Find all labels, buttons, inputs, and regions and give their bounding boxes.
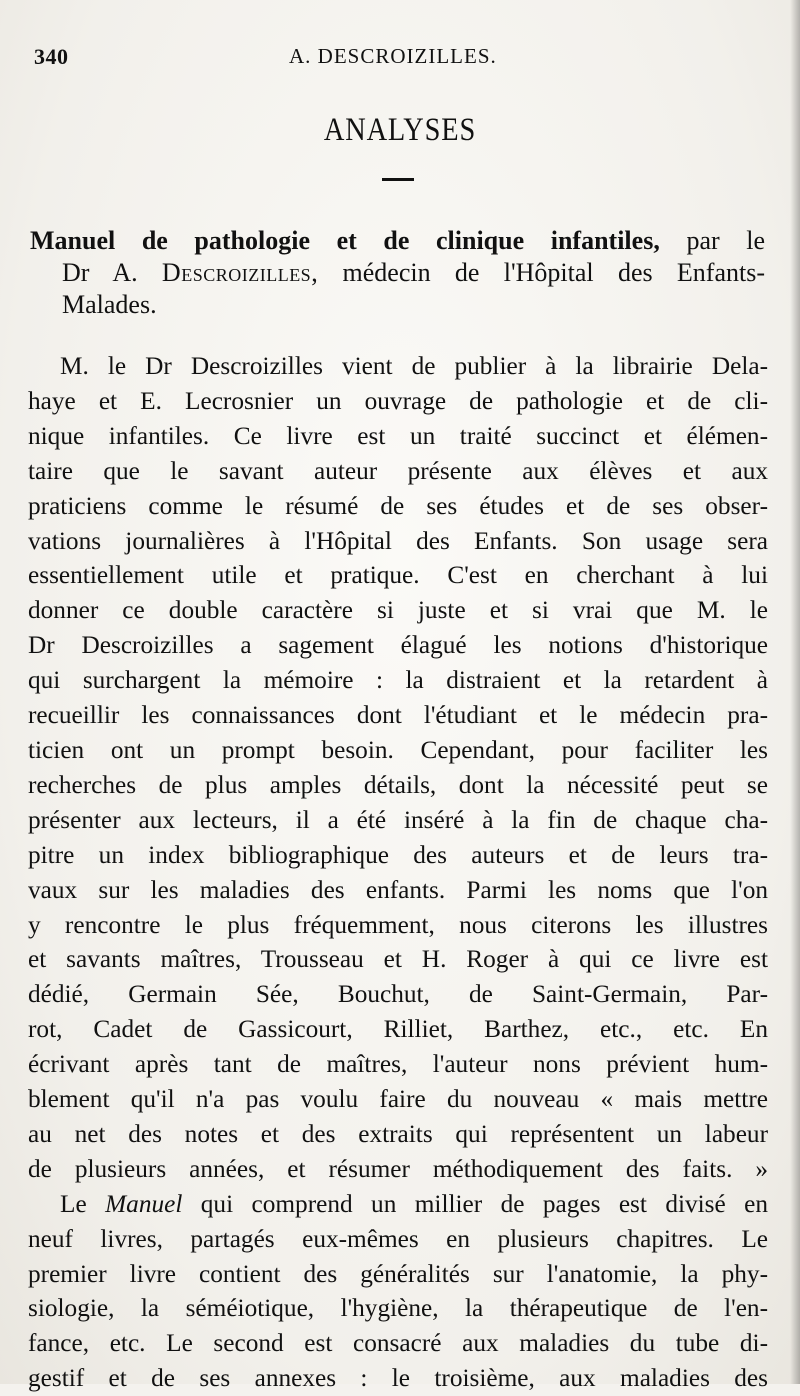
paragraph-1-line: de plusieurs années, et résumer méthodiquement des faits. »	[28, 1154, 768, 1183]
paragraph-1-line: vations journalières à l'Hôpital des Enfants. Son usage sera	[28, 526, 768, 555]
paragraph-1-line: nique infantiles. Ce livre est un traité succinct et élémen-	[28, 421, 768, 450]
paragraph-1-line: donner ce double caractère si juste et si vrai que M. le	[28, 596, 768, 625]
author-role-line-1: médecin de l'Hôpital des Enfants-	[342, 258, 765, 287]
dr-prefix: Dr	[62, 258, 90, 287]
paragraph-1-line: haye et E. Lecrosnier un ouvrage de pathologie et de cli-	[28, 386, 768, 415]
paragraph-1-line: recueillir les connaissances dont l'étudiant et le médecin pra-	[28, 701, 768, 730]
paragraph-2	[28, 1187, 768, 1396]
para2-lead: Le	[60, 1189, 87, 1218]
paragraph-1-line: M. le Dr Descroizilles vient de publier à la librairie Dela-	[60, 352, 768, 380]
paragraph-1-line: pitre un index bibliographique des auteurs et de leurs tra-	[28, 840, 768, 869]
page-number: 340	[34, 44, 69, 69]
paragraph-2-lines	[28, 1222, 768, 1396]
paragraph-1-line: blement qu'il n'a pas voulu faire du nouveau « mais mettre	[28, 1085, 768, 1114]
paragraph-2-line: fance, etc. Le second est consacré aux maladies du tube di-	[28, 1329, 768, 1358]
paragraph-2-line: siologie, la séméiotique, l'hygiène, la thérapeutique de l'en-	[28, 1294, 768, 1323]
paragraph-2-line: neuf livres, partagés eux-mêmes en plusieurs chapitres. Le	[28, 1224, 768, 1253]
paragraph-2-line-1	[28, 1187, 768, 1222]
book-title: Manuel de pathologie et de clinique infantiles,	[30, 226, 660, 255]
page-edge-shadow	[790, 0, 800, 1384]
title-rule	[382, 178, 414, 181]
paragraph-1-line: écrivant après tant de maîtres, l'auteur nons prévient hum-	[28, 1050, 768, 1079]
review-body	[28, 349, 768, 1396]
paragraph-2-line: gestif et de ses annexes : le troisième, aux maladies des	[28, 1364, 768, 1393]
paragraph-1-line: présenter aux lecteurs, il a été inséré à la fin de chaque cha-	[28, 805, 768, 834]
paragraph-1-line: et savants maîtres, Trousseau et H. Roger à qui ce livre est	[28, 945, 768, 974]
paragraph-2-line: premier livre contient des généralités sur l'anatomie, la phy-	[28, 1259, 768, 1288]
paragraph-1-line: qui surchargent la mémoire : la distraient et la retardent à	[28, 666, 768, 695]
section-title: ANALYSES	[323, 112, 477, 148]
book-by: par le	[686, 226, 766, 255]
author-initial: A.	[112, 258, 138, 287]
paragraph-1-line: Dr Descroizilles a sagement élagué les notions d'historique	[28, 631, 768, 660]
running-head: A. DESCROIZILLES.	[289, 44, 497, 68]
paragraph-1-line: essentiellement utile et pratique. C'est en cherchant à lui	[28, 561, 768, 590]
paragraph-1	[28, 349, 768, 1187]
paragraph-1-line: praticiens comme le résumé de ses études et de ses obser-	[28, 491, 768, 520]
book-heading	[30, 225, 765, 321]
book-heading-line-2	[30, 257, 765, 289]
paragraph-1-line: y rencontre le plus fréquemment, nous citerons les illustres	[28, 910, 768, 939]
page-header	[34, 44, 774, 76]
author-role-line-2: Malades.	[62, 290, 157, 319]
paragraph-1-line: taire que le savant auteur présente aux élèves et aux	[28, 456, 768, 485]
paragraph-1-line: vaux sur les maladies des enfants. Parmi les noms que l'on	[28, 875, 768, 904]
paragraph-1-line: recherches de plus amples détails, dont la nécessité peut se	[28, 770, 768, 799]
book-heading-line-1	[30, 225, 765, 257]
book-heading-line-3	[30, 289, 765, 321]
para2-first-line-rest: qui comprend un millier de pages est divisé en	[200, 1189, 769, 1218]
paragraph-1-line: rot, Cadet de Gassicourt, Rilliet, Barthez, etc., etc. En	[28, 1015, 768, 1044]
author-name: Descroizilles,	[161, 258, 319, 287]
paragraph-1-line: au net des notes et des extraits qui représentent un labeur	[28, 1119, 768, 1148]
manuel-italic: Manuel	[105, 1189, 183, 1218]
paragraph-1-line: ticien ont un prompt besoin. Cependant, pour faciliter les	[28, 735, 768, 764]
paragraph-1-line: dédié, Germain Sée, Bouchut, de Saint-Germain, Par-	[28, 980, 768, 1009]
